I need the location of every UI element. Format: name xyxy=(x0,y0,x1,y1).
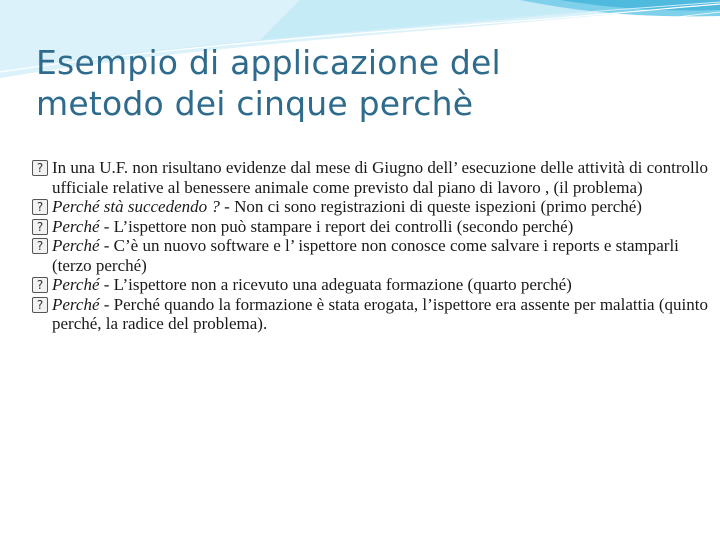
slide-title xyxy=(36,42,696,125)
bullet-item xyxy=(32,217,712,237)
bullet-item xyxy=(32,158,712,197)
bullet-italic-prefix: Perché - xyxy=(52,236,114,255)
bullet-item xyxy=(32,275,712,295)
bullet-text: L’ispettore non può stampare i report dei controlli (secondo perché) xyxy=(113,216,574,236)
bullet-italic-prefix: Perché - xyxy=(52,275,114,294)
bullet-italic-prefix: Perché - xyxy=(52,294,114,314)
slide-title-line-2: metodo dei cinque perchè xyxy=(36,84,474,124)
bullet-text: In una U.F. non risultano evidenze dal mese di Giugno dell’ esecuzione delle attività di controllo ufficiale relative al benessere animale come previsto dal piano di lavoro , (il problema) xyxy=(52,158,708,197)
bullet-list xyxy=(32,158,712,334)
missing-glyph-bullet-icon: ? xyxy=(32,238,48,254)
slide-title-line-1: Esempio di applicazione del xyxy=(36,43,501,82)
missing-glyph-bullet-icon: ? xyxy=(32,160,48,176)
bullet-item xyxy=(32,236,712,275)
bullet-text: L’ispettore non a ricevuto una adeguata formazione (quarto perché) xyxy=(113,275,572,294)
missing-glyph-bullet-icon: ? xyxy=(32,199,48,215)
missing-glyph-bullet-icon: ? xyxy=(32,277,48,293)
bullet-item xyxy=(32,295,712,334)
bullet-text: Perché quando la formazione è stata erogata, l’ispettore era assente per malattia (quinto perché, la radice del problema). xyxy=(52,294,708,333)
bullet-italic-prefix: Perché stà succedendo ? - xyxy=(52,197,235,216)
bullet-text: C’è un nuovo software e l’ ispettore non conosce come salvare i reports e stamparli (terzo perché) xyxy=(52,236,679,275)
bullet-item xyxy=(32,197,712,217)
missing-glyph-bullet-icon: ? xyxy=(32,219,48,235)
missing-glyph-bullet-icon: ? xyxy=(32,297,48,313)
bullet-italic-prefix: Perché - xyxy=(52,216,114,236)
bullet-text: Non ci sono registrazioni di queste ispezioni (primo perché) xyxy=(234,197,642,216)
